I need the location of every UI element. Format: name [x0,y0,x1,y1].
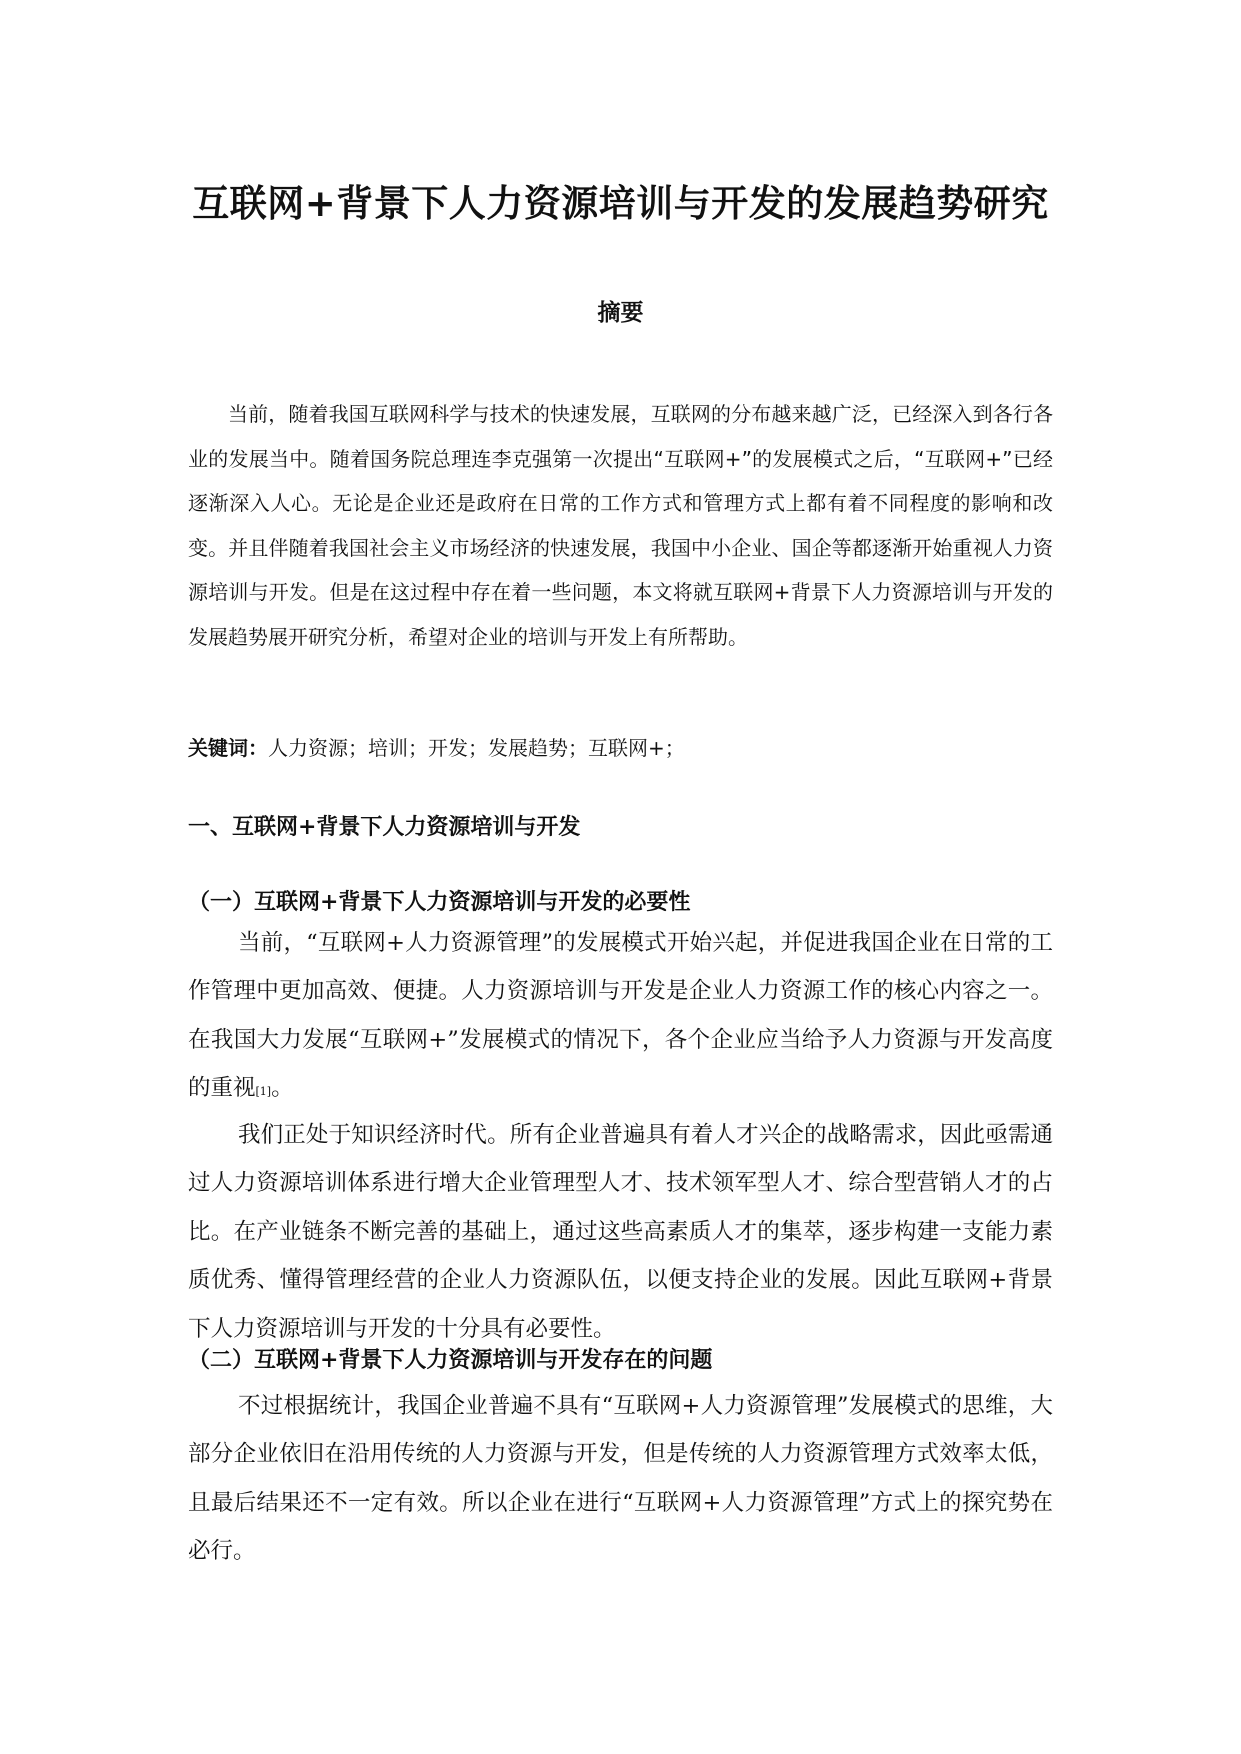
keywords-line [188,733,1053,763]
subsection-heading-1: （一）互联网+背景下人力资源培训与开发的必要性 [188,889,691,915]
subsection-heading-2: （二）互联网+背景下人力资源培训与开发存在的问题 [188,1347,713,1373]
body-paragraph-2: 我们正处于知识经济时代。所有企业普遍具有着人才兴企的战略需求，因此亟需通过人力资源培训体系进行增大企业管理型人才、技术领军型人才、综合型营销人才的占比。在产业链条不断完善的基础上，通过这些高素质人才的集萃，逐步构建一支能力素质优秀、懂得管理经营的企业人力资源队伍，以便支持企业的发展。因此互联网+背景下人力资源培训与开发的十分具有必要性。 [188,1122,1053,1342]
citation-marker[interactable]: [1] [255,1085,272,1099]
body-paragraph-1 [188,919,1053,1113]
section-heading-1: 一、互联网+背景下人力资源培训与开发 [188,814,581,840]
keywords-label: 关键词： [188,736,268,760]
body-paragraph-1-end: 。 [271,1075,294,1102]
body-paragraph-3: 不过根据统计，我国企业普遍不具有“互联网+人力资源管理”发展模式的思维，大部分企业依旧在沿用传统的人力资源与开发，但是传统的人力资源管理方式效率太低，且最后结果还不一定有效。所以企业在进行“互联网+人力资源管理”方式上的探究势在必行。 [188,1393,1053,1565]
body-paragraph-1-text: 当前，“互联网+人力资源管理”的发展模式开始兴起，并促进我国企业在日常的工作管理中更加高效、便捷。人力资源培训与开发是企业人力资源工作的核心内容之一。在我国大力发展“互联网+”发展模式的情况下，各个企业应当给予人力资源与开发高度的重视 [188,930,1053,1102]
keywords-text: 人力资源；培训；开发；发展趋势；互联网+； [268,736,685,760]
paper-title: 互联网+背景下人力资源培训与开发的发展趋势研究 [192,182,1049,225]
abstract-heading: 摘要 [597,300,644,326]
abstract-paragraph: 当前，随着我国互联网科学与技术的快速发展，互联网的分布越来越广泛，已经深入到各行各业的发展当中。随着国务院总理连李克强第一次提出“互联网+”的发展模式之后，“互联网+”已经逐渐深入人心。无论是企业还是政府在日常的工作方式和管理方式上都有着不同程度的影响和改变。并且伴随着我国社会主义市场经济的快速发展，我国中小企业、国企等都逐渐开始重视人力资源培训与开发。但是在这过程中存在着一些问题，本文将就互联网+背景下人力资源培训与开发的发展趋势展开研究分析，希望对企业的培训与开发上有所帮助。 [188,402,1053,649]
